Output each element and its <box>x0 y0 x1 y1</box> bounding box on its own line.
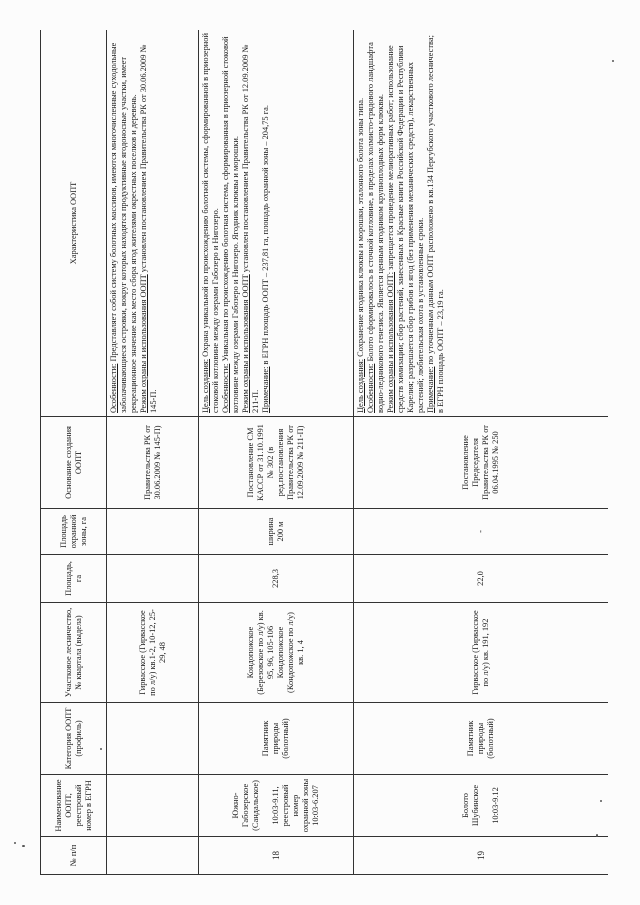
cell-num: 18 <box>199 837 354 875</box>
desc-text: по уточненным данным ООПТ расположено в кв.134 Пергубского участкового лесничества; в ЕГРН площадь ООПТ – 23,19 га. <box>426 35 445 413</box>
header-forestry: Участковое лесничество, № квартала (выдела) <box>41 603 107 703</box>
desc-text: Представляет собой систему болотных массивов, имеются многочисленные суходольные заболачивающиеся островки, вокруг которых находятся продуктивные ягодоносные участки, имеет рекреационное значение как место сбора ягод жителями окрестных поселков и деревень. <box>109 42 138 413</box>
desc-label: Особенности: <box>366 363 375 413</box>
cell-area <box>107 555 199 603</box>
header-basis: Основание создания ООПТ <box>41 417 107 509</box>
scan-speck <box>22 845 25 847</box>
cell-buffer: - <box>354 509 609 555</box>
desc-label: Режим охраны и использования ООПТ <box>241 274 250 413</box>
header-num: № п/п <box>41 837 107 875</box>
desc-label: Режим охраны и использования ООПТ: <box>386 271 395 413</box>
desc-text: установлен постановлением Правительства РК от 12.09.2009 № 211-П. <box>241 44 260 413</box>
scan-speck <box>14 842 16 844</box>
cell-description <box>107 30 199 417</box>
desc-paragraph <box>426 33 446 413</box>
desc-label: Примечание: <box>261 366 270 413</box>
desc-paragraph <box>201 33 221 413</box>
table-row-19 <box>354 30 609 875</box>
desc-label: Режим охраны и использования ООПТ <box>139 274 148 413</box>
desc-text: Уникальная по происхождению болотная система, сформированная в приозерной стоковой котловине между озерами Габозеро и Нигозеро. Ягодник клюквы и морошки. <box>221 36 240 413</box>
desc-text: установлен постановлением Правительства РК от 30.06.2009 № 145-П. <box>139 44 158 413</box>
cell-category: Памятник природы (болотный) <box>199 703 354 775</box>
area-name: Болото Шубинское <box>461 784 480 827</box>
cell-category: Памятник природы (болотный) <box>354 703 609 775</box>
scan-speck <box>600 800 602 802</box>
desc-text: Сохранение ягодника клюквы и морошки, эталонного болота зоны типа. <box>356 97 365 359</box>
table-row-18 <box>199 30 354 875</box>
desc-paragraph <box>366 33 386 413</box>
desc-paragraph <box>261 33 271 413</box>
cell-basis: Постановление Председателя Правительства РК от 06.04.1995 № 250 <box>354 417 609 509</box>
table-header-row <box>41 30 107 875</box>
header-description: Характеристика ООПТ <box>41 30 107 417</box>
desc-label: Особенности: <box>109 363 118 413</box>
desc-label: Цель создания: <box>356 358 365 413</box>
header-buffer: Площадь охранной зоны, га <box>41 509 107 555</box>
cell-forestry: Гирвасское (Гирвасское по л/у) кв. 191, 192 <box>354 603 609 703</box>
desc-list <box>109 33 159 413</box>
header-area: Площадь, га <box>41 555 107 603</box>
desc-paragraph <box>356 33 366 413</box>
cell-num <box>107 837 199 875</box>
cell-num: 19 <box>354 837 609 875</box>
protected-areas-table <box>40 30 608 875</box>
desc-label: Цель создания: <box>201 358 210 413</box>
cell-area: 228,3 <box>199 555 354 603</box>
registry-number: 10:03-9.11, реестровый номер охранной зоны 10:03-6.207 <box>271 778 320 833</box>
cell-description <box>199 30 354 417</box>
cell-buffer <box>107 509 199 555</box>
scan-speck <box>612 60 614 62</box>
desc-text: Охрана уникальной по происхождению болотной системы, сформированной в приозерной стоковой котловине между озерами Габозеро и Нигозеро. <box>201 33 220 413</box>
cell-name <box>199 775 354 837</box>
desc-paragraph <box>139 33 159 413</box>
desc-text: запрещается проведение мелиоративных работ; использование средств химизации; сбор растений, занесенных в Красные книги Российской Федерации и Республики Карелия; разрешается сбор грибов и ягод (без применения механических средств), лекарственных растений; любительская охота в установленные сроки. <box>386 45 425 413</box>
rotated-table-container <box>40 30 608 875</box>
cell-area: 22,0 <box>354 555 609 603</box>
desc-paragraph <box>241 33 261 413</box>
cell-name <box>107 775 199 837</box>
scan-speck <box>100 748 102 750</box>
area-name: Южно-Габозерское (Сандальское) <box>231 780 260 831</box>
registry-number: 10:03-9.12 <box>491 787 500 824</box>
desc-list <box>356 33 446 413</box>
cell-forestry: Кондопожское (Березовское по л/у) кв. 95, 96, 105-106 Кондопожское (Кондопожское по л/у) кв. 1, 4 <box>199 603 354 703</box>
desc-text: в ЕГРН площадь ООПТ – 237,81 га, площадь охранной зоны – 204,75 га. <box>261 105 270 367</box>
cell-description <box>354 30 609 417</box>
cell-basis: Правительства РК от 30.06.2009 № 145-П) <box>107 417 199 509</box>
cell-forestry: Гирвасское (Гирвасское по л/у) кв.1-2, 10-12, 25-29, 48 <box>107 603 199 703</box>
table-row-continued <box>107 30 199 875</box>
desc-paragraph <box>109 33 139 413</box>
desc-list <box>201 33 271 413</box>
header-category: Категория ООПТ (профиль) <box>41 703 107 775</box>
desc-label: Особенности: <box>221 363 230 413</box>
desc-paragraph <box>221 33 241 413</box>
header-name: Наименование ООПТ, реестровый номер в ЕГРН <box>41 775 107 837</box>
desc-paragraph <box>386 33 426 413</box>
cell-category <box>107 703 199 775</box>
desc-label: Примечание: <box>426 366 435 413</box>
cell-buffer: ширина 200 м <box>199 509 354 555</box>
cell-basis: Постановление СМ КАССР от 31.10.1991 № 302 (в ред.постановления Правительства РК от 12.09.2009 № 211-П) <box>199 417 354 509</box>
cell-name <box>354 775 609 837</box>
table-sheet <box>40 30 608 875</box>
scan-speck <box>596 834 598 837</box>
desc-text: Болото сформировалось в сточной котловине, в пределах холмисто-грядового ландшафта водно-ледникового генезиса. Является ценным ягодником крупноплодных форм клюквы. <box>366 42 385 413</box>
